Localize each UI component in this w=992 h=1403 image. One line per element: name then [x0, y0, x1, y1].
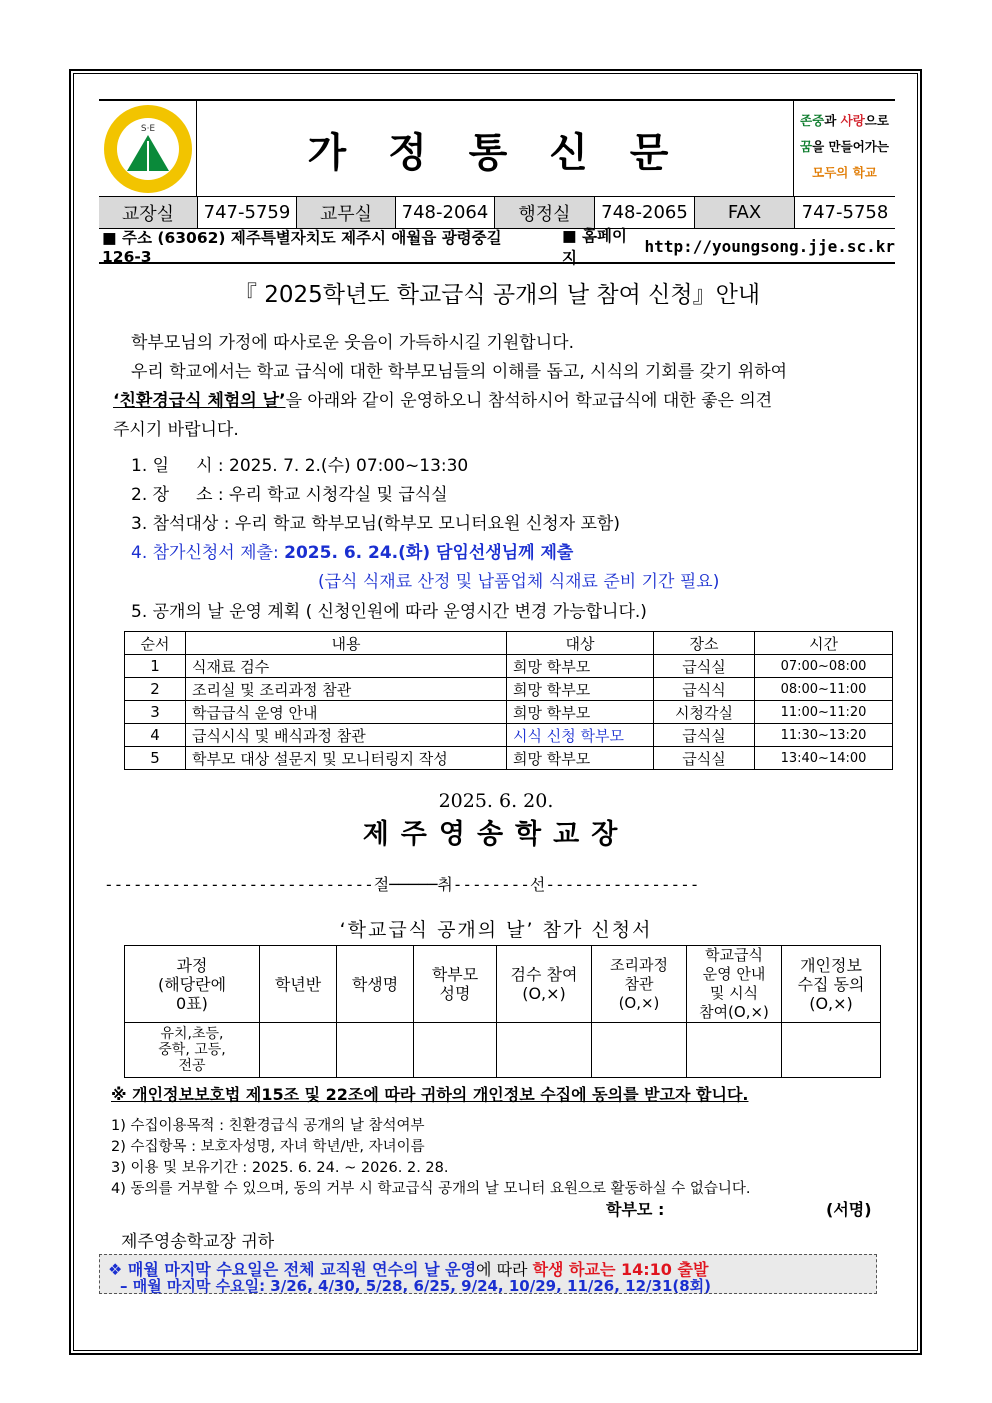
schedule-cell: 조리실 및 조리과정 참관: [186, 678, 507, 701]
slogan-line-3: 모두의 학교: [812, 165, 877, 180]
schedule-cell: 2: [125, 678, 186, 701]
schedule-header-target: 대상: [507, 632, 654, 655]
contact-value-fax: 747-5758: [801, 202, 889, 223]
table-row: [125, 678, 893, 701]
slogan-word-dream: 꿈: [800, 139, 813, 154]
school-logo-icon: [99, 101, 197, 199]
slogan-word-respect: 존중: [800, 113, 825, 128]
schedule-table: [124, 631, 893, 770]
table-row: [125, 655, 893, 678]
form-header-student: 학생명: [337, 946, 414, 1023]
logo-center-text: S·E: [140, 124, 156, 134]
form-course-options: 유치,초등, 중학, 고등, 전공: [125, 1023, 260, 1078]
slogan-word-love: 사랑: [840, 113, 865, 128]
parent-label: 학부모 :: [606, 1200, 665, 1219]
schedule-cell: 11:30~13:20: [755, 724, 893, 747]
contact-label-principal: 교장실: [99, 197, 198, 228]
schedule-cell: 희망 학부모: [507, 655, 654, 678]
form-tasting-field[interactable]: [687, 1023, 782, 1078]
dismissal-time: 학생 하교는 14:10 출발: [532, 1260, 709, 1279]
contact-value-academic: 748-2064: [396, 197, 495, 228]
school-logo: [99, 101, 197, 199]
monthly-notice-box: [99, 1254, 877, 1294]
schedule-cell: 11:00~11:20: [755, 701, 893, 724]
intro-line-3: [113, 387, 772, 416]
schedule-cell: 07:00~08:00: [755, 655, 893, 678]
schedule-cell: 5: [125, 747, 186, 770]
address-row: [99, 227, 895, 267]
privacy-item-3: 3) 이용 및 보유기간 : 2025. 6. 24. ~ 2026. 2. 28.: [111, 1160, 449, 1176]
form-header-consent: 개인정보 수집 동의 (O,×): [782, 946, 881, 1023]
item-plan: 5. 공개의 날 운영 계획 ( 신청인원에 따라 운영시간 변경 가능합니다.): [131, 602, 647, 622]
table-row: [125, 747, 893, 770]
contact-row: [99, 197, 895, 229]
schedule-cell: 3: [125, 701, 186, 724]
item-datetime: 1. 일 시 : 2025. 7. 2.(수) 07:00~13:30: [131, 456, 469, 476]
schedule-cell: 식재료 검수: [186, 655, 507, 678]
schedule-cell: 08:00~11:00: [755, 678, 893, 701]
form-title: ‘학교급식 공개의 날’ 참가 신청서: [339, 919, 653, 941]
schedule-cell: 희망 학부모: [507, 678, 654, 701]
school-slogan: [793, 101, 895, 197]
contact-label-academic: 교무실: [297, 197, 396, 228]
homepage-label: ■ 홈페이지: [561, 227, 627, 267]
schedule-cell: 급식실: [654, 724, 755, 747]
title-cell: [197, 101, 793, 197]
schedule-cell: 희망 학부모: [507, 747, 654, 770]
item-attendees: 3. 참석대상 : 우리 학교 학부모님(학부모 모니터요원 신청자 포함): [131, 514, 620, 534]
item-submission: [131, 538, 573, 563]
intro-line-1: 학부모님의 가정에 따사로운 웃음이 가득하시길 기원합니다.: [131, 333, 574, 353]
schedule-cell: 급식실: [654, 747, 755, 770]
schedule-cell: 시청각실: [654, 701, 755, 724]
contact-value-principal: 747-5759: [198, 197, 297, 228]
form-header-inspection: 검수 참여 (O,×): [497, 946, 592, 1023]
privacy-item-4: 4) 동의를 거부할 수 있으며, 동의 거부 시 학교급식 공개의 날 모니터 요원으로 활동하실 수 없습니다.: [111, 1181, 751, 1197]
schedule-header-content: 내용: [186, 632, 507, 655]
form-cooking-field[interactable]: [592, 1023, 687, 1078]
privacy-item-2: 2) 수집항목 : 보호자성명, 자녀 학년/반, 자녀이름: [111, 1139, 425, 1155]
letterhead: [99, 99, 895, 267]
newsletter-title: 가 정 통 신 문: [307, 129, 683, 176]
slogan-word-making: 을 만들어가는: [812, 139, 889, 154]
form-header-cooking: 조리과정 참관 (O,×): [592, 946, 687, 1023]
form-header-course: 과정 (해당란에 0표): [125, 946, 260, 1023]
schedule-header-time: 시간: [755, 632, 893, 655]
schedule-cell: 급식시식 및 배식과정 참관: [186, 724, 507, 747]
privacy-item-1: 1) 수집이용목적 : 친환경급식 공개의 날 참석여부: [111, 1118, 425, 1134]
form-class-field[interactable]: [260, 1023, 337, 1078]
intro-line-3-rest: 을 아래와 같이 운영하오니 참석하시어 학교급식에 대한 좋은 의견: [285, 391, 773, 411]
submission-note: (급식 식재료 산정 및 납품업체 식재료 준비 기간 필요): [318, 572, 720, 592]
form-header-row: [125, 946, 881, 1023]
school-address: ■ 주소 (63062) 제주특별자치도 제주시 애월읍 광령중길 126-3: [102, 229, 502, 266]
schedule-header-place: 장소: [654, 632, 755, 655]
schedule-cell: 4: [125, 724, 186, 747]
cut-line: ----------------------------절─────취--------선----------------: [104, 875, 700, 894]
form-inspection-field[interactable]: [497, 1023, 592, 1078]
submission-deadline: 2025. 6. 24.(화) 담임선생님께 제출: [284, 543, 574, 563]
intro-line-2: 우리 학교에서는 학교 급식에 대한 학부모님들의 이해를 돕고, 시식의 기회를 갖기 위하여: [131, 362, 788, 382]
document-title: 『 2025학년도 학교급식 공개의 날 참여 신청』안내: [233, 282, 761, 308]
letterhead-top: [99, 99, 895, 197]
table-row: [125, 724, 893, 747]
slogan-word-and: 과: [824, 113, 841, 128]
intro-line-4: 주시기 바랍니다.: [113, 420, 239, 440]
signature-label: (서명): [826, 1200, 872, 1219]
slogan-word-with: 으로: [864, 113, 889, 128]
submission-label: 4. 참가신청서 제출:: [131, 543, 279, 563]
addressee: 제주영송학교장 귀하: [121, 1232, 275, 1252]
schedule-cell: 13:40~14:00: [755, 747, 893, 770]
contact-label-admin: 행정실: [495, 197, 595, 228]
principal-name: 제주영송학교장: [362, 819, 630, 850]
form-input-row: [125, 1023, 881, 1078]
form-parent-field[interactable]: [414, 1023, 497, 1078]
training-day-notice: ❖ 매월 마지막 수요일은 전체 교직원 연수의 날 운영: [108, 1260, 477, 1279]
form-consent-field[interactable]: [782, 1023, 881, 1078]
slogan-line-2: [794, 134, 895, 160]
schedule-header-row: [125, 632, 893, 655]
form-header-parent: 학부모 성명: [414, 946, 497, 1023]
monthly-notice-dates: – 매월 마지막 수요일: 3/26, 4/30, 5/28, 6/25, 9/24, 10/29, 11/26, 12/31(8회): [120, 1277, 712, 1295]
notice-connector: 에 따라: [476, 1260, 533, 1279]
privacy-notice: ※ 개인정보보호법 제15조 및 22조에 따라 귀하의 개인정보 수집에 동의를 받고자 합니다.: [111, 1085, 749, 1104]
schedule-cell: 급식실: [654, 655, 755, 678]
form-header-tasting: 학교급식 운영 안내 및 시식 참여(O,×): [687, 946, 782, 1023]
slogan-line-1: [794, 108, 895, 134]
homepage-link[interactable]: http://youngsong.jje.sc.kr: [644, 236, 895, 256]
item-location: 2. 장 소 : 우리 학교 시청각실 및 급식실: [131, 485, 448, 505]
form-header-class: 학년반: [260, 946, 337, 1023]
schedule-cell: 급식식: [654, 678, 755, 701]
issue-date: 2025. 6. 20.: [438, 790, 554, 812]
event-name: ‘친환경급식 체험의 날’: [113, 391, 286, 411]
schedule-cell: 시식 신청 학부모: [507, 724, 654, 747]
schedule-cell: 학급급식 운영 안내: [186, 701, 507, 724]
schedule-cell: 희망 학부모: [507, 701, 654, 724]
schedule-cell: 학부모 대상 설문지 및 모니터링지 작성: [186, 747, 507, 770]
schedule-cell: 1: [125, 655, 186, 678]
form-student-field[interactable]: [337, 1023, 414, 1078]
schedule-header-order: 순서: [125, 632, 186, 655]
contact-value-admin: 748-2065: [595, 197, 695, 228]
table-row: [125, 701, 893, 724]
application-form-table: [124, 945, 881, 1078]
contact-label-fax: FAX: [695, 197, 795, 228]
